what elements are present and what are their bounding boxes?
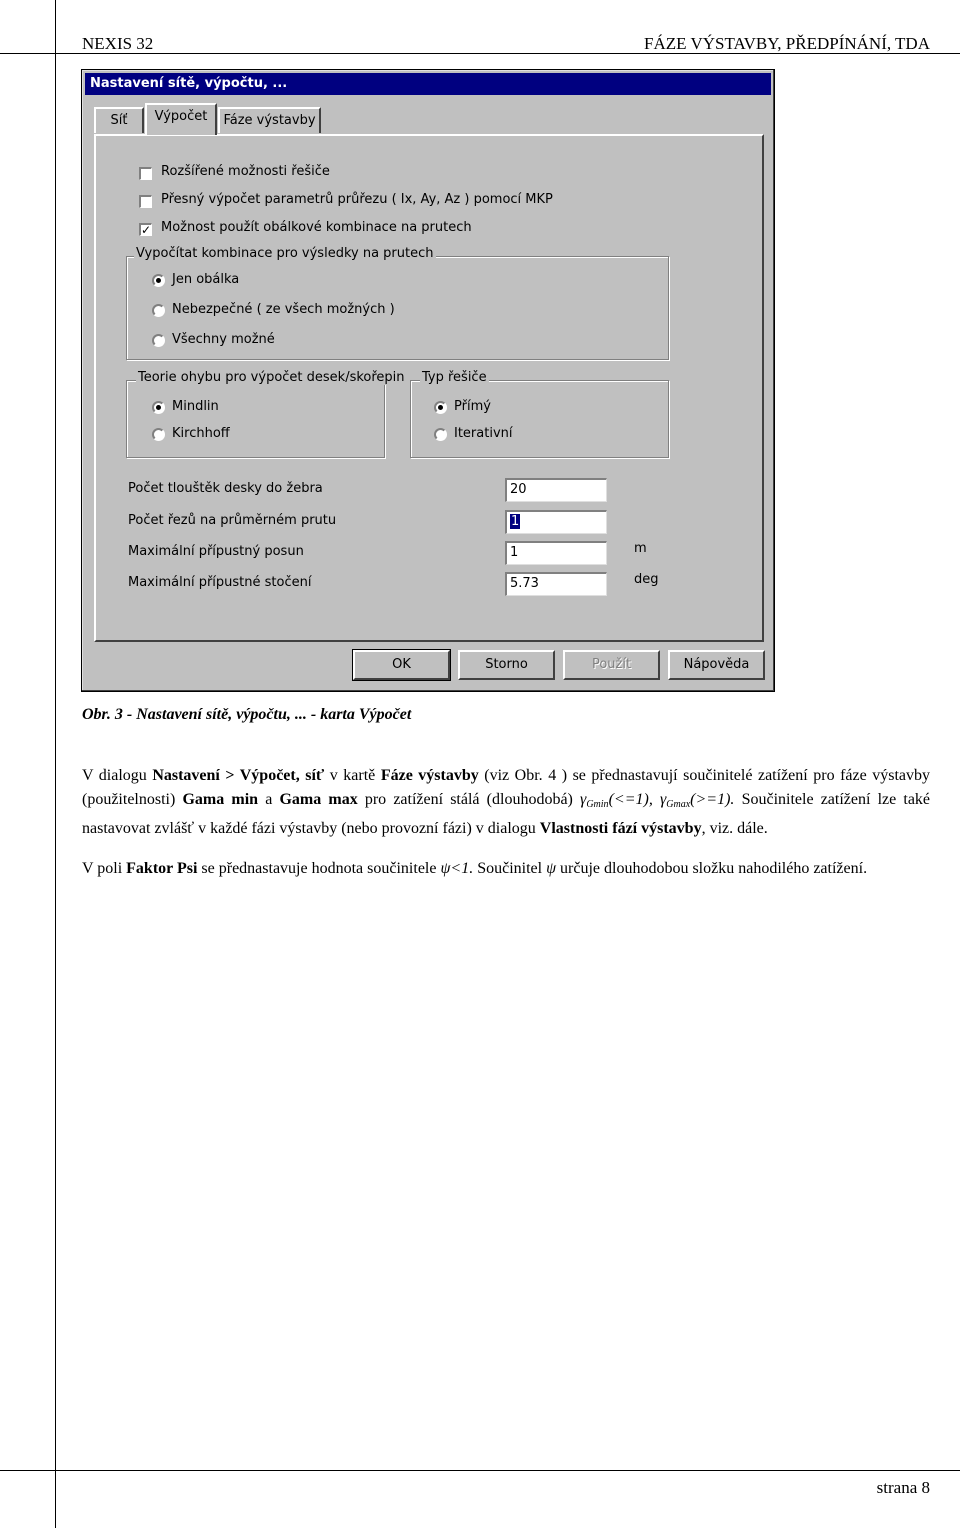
tab-vypocet[interactable]: Výpočet	[145, 103, 217, 135]
gamma-min-subscript: Gmin	[586, 799, 609, 810]
radio-all-possible[interactable]	[152, 334, 165, 347]
psi-symbol: ψ	[440, 860, 451, 877]
max-displacement-input[interactable]: 1	[505, 541, 607, 565]
figure-caption: Obr. 3 - Nastavení sítě, výpočtu, ... - karta Výpočet	[82, 706, 412, 723]
gamma-max-subscript: Gmax	[666, 799, 691, 810]
p1-bold-gamma-min: Gama min	[182, 791, 259, 808]
solver-group	[410, 380, 669, 458]
p1-text: , viz. dále.	[701, 820, 768, 837]
p1-bold-settings: Nastavení > Výpočet, síť	[152, 767, 325, 784]
checkbox-exact-section-label: Přesný výpočet parametrů průřezu ( Ix, Ay, Az ) pomocí MKP	[161, 192, 553, 207]
radio-dangerous[interactable]	[152, 304, 165, 317]
radio-mindlin-label: Mindlin	[172, 399, 219, 414]
theory-group	[126, 380, 385, 458]
settings-dialog	[81, 69, 775, 692]
tab-faze-vystavby[interactable]: Fáze výstavby	[218, 107, 321, 133]
max-rotation-input[interactable]: 5.73	[505, 572, 607, 596]
field-label-rotation: Maximální přípustné stočení	[128, 575, 312, 590]
paragraph-1	[82, 764, 930, 841]
gamma-symbol: γ	[659, 791, 667, 808]
gamma-symbol: γ	[580, 791, 587, 808]
theory-group-title: Teorie ohybu pro výpočet desek/skořepin	[138, 370, 405, 385]
combination-group-title: Vypočítat kombinace pro výsledky na prutech	[136, 246, 434, 261]
psi-symbol: ψ	[546, 860, 557, 877]
gamma-max-condition: (>=1).	[690, 791, 735, 808]
solver-group-title: Typ řešiče	[422, 370, 487, 385]
help-button[interactable]: Nápověda	[668, 650, 765, 680]
radio-envelope-only[interactable]	[152, 274, 165, 287]
checkbox-exact-section[interactable]	[139, 195, 152, 208]
cancel-button[interactable]: Storno	[458, 650, 555, 680]
radio-iterative[interactable]	[434, 428, 447, 441]
paragraph-2	[82, 857, 930, 881]
radio-direct-label: Přímý	[454, 399, 491, 414]
radio-dangerous-label: Nebezpečné ( ze všech možných )	[172, 302, 395, 317]
p2-text: Součinitel	[473, 860, 547, 877]
tab-sit[interactable]: Síť	[94, 107, 144, 133]
checkbox-extended-solver[interactable]	[139, 167, 152, 180]
page-number: strana 8	[876, 1478, 930, 1497]
radio-iterative-label: Iterativní	[454, 426, 513, 441]
p1-text: pro zatížení stálá (dlouhodobá)	[357, 791, 581, 808]
section-count-input[interactable]	[505, 510, 607, 534]
rotation-unit: deg	[634, 572, 659, 587]
field-label-thickness: Počet tlouštěk desky do žebra	[128, 481, 323, 496]
psi-condition: <1.	[450, 860, 474, 877]
section-count-value: 1	[511, 514, 520, 529]
radio-all-possible-label: Všechny možné	[172, 332, 275, 347]
checkbox-extended-solver-label: Rozšířené možnosti řešiče	[161, 164, 330, 179]
p2-text: V poli	[82, 860, 127, 877]
ok-button[interactable]: OK	[353, 650, 450, 680]
p2-text: určuje dlouhodobou složku nahodilého zatížení.	[556, 860, 868, 877]
header-right: FÁZE VÝSTAVBY, PŘEDPÍNÁNÍ, TDA	[644, 34, 930, 53]
thickness-count-input[interactable]: 20	[505, 478, 607, 502]
p1-bold-phase-props: Vlastnosti fází výstavby	[539, 820, 702, 837]
p2-bold-psi-factor: Faktor Psi	[126, 860, 198, 877]
apply-button[interactable]: Použít	[563, 650, 660, 680]
radio-envelope-only-label: Jen obálka	[172, 272, 240, 287]
field-label-displacement: Maximální přípustný posun	[128, 544, 304, 559]
radio-kirchhoff-label: Kirchhoff	[172, 426, 230, 441]
p1-bold-gamma-max: Gama max	[279, 791, 358, 808]
radio-mindlin[interactable]	[152, 401, 165, 414]
header-left: NEXIS 32	[82, 34, 154, 53]
p1-text: (viz Obr. 4 ) se přednastavují součinitelé zatížení pro fáze výstavby (použitelnosti)	[82, 767, 931, 808]
p2-text: se přednastavuje hodnota součinitele	[197, 860, 441, 877]
checkbox-envelope-combinations[interactable]: ✓	[141, 223, 152, 237]
gamma-min-condition: (<=1),	[608, 791, 653, 808]
field-label-sections: Počet řezů na průměrném prutu	[128, 513, 337, 528]
p1-bold-tab: Fáze výstavby	[380, 767, 479, 784]
footer-rule	[0, 1470, 960, 1471]
p1-text: Součinitele zatížení lze také nastavovat zvlášť v každé fázi výstavby (nebo provozní fázi) v dialogu	[82, 791, 931, 837]
radio-kirchhoff[interactable]	[152, 428, 165, 441]
p1-text: v kartě	[324, 767, 381, 784]
radio-direct[interactable]	[434, 401, 447, 414]
p1-text: a	[258, 791, 280, 808]
displacement-unit: m	[634, 541, 647, 556]
margin-line	[55, 0, 56, 1528]
checkbox-envelope-combinations-label: Možnost použít obálkové kombinace na prutech	[161, 220, 472, 235]
dialog-title: Nastavení sítě, výpočtu, ...	[85, 73, 771, 95]
p1-text: V dialogu	[82, 767, 153, 784]
